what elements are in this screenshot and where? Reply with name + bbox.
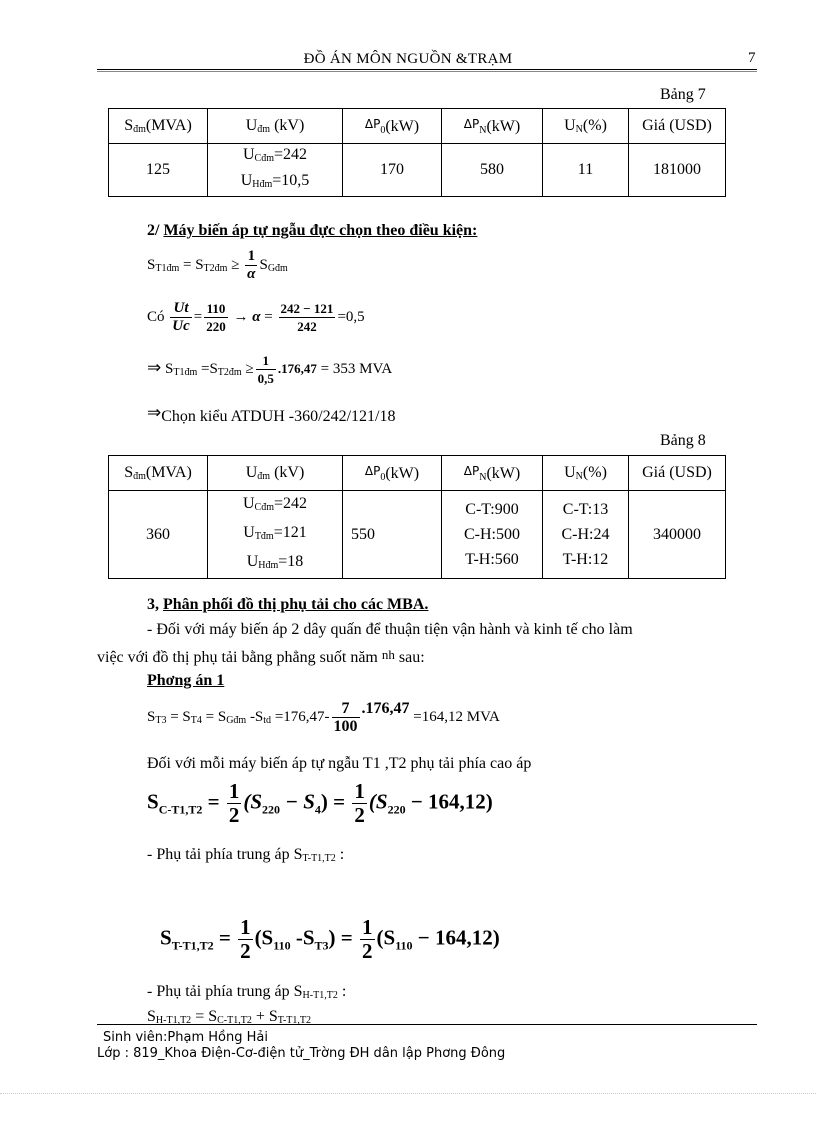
- table8: [108, 455, 726, 579]
- table7-header-row: [109, 109, 726, 144]
- table7-cell-pn: 580: [442, 144, 543, 197]
- table7-header-price: Giá (USD): [629, 109, 726, 144]
- table7-cell-s: 125: [109, 144, 208, 197]
- table8-cell-pn: C-T:900 C-H:500 T-H:560: [442, 491, 543, 579]
- section3-title: 3, Phân phối đồ thị phụ tải cho các MBA.: [147, 596, 429, 613]
- table7: [108, 108, 726, 197]
- table8-cell-price: 340000: [629, 491, 726, 579]
- table7-header-pn: $\Delta P_N(kW)$: [442, 109, 543, 144]
- footer-rule: [97, 1024, 757, 1025]
- para-line-2: việc với đồ thị phụ tải bằng phẳng suốt năm nh sau:: [97, 647, 425, 666]
- equation-s-t1-result: ⇒ $S_{T1đm} =S_{T2đm}$ ≥ $\frac{1}{0,5}$ .176,47 = 353 MVA: [147, 353, 393, 386]
- equation-s-h: $S_{H-T1,T2} = S_{C-T1,T2} + S_{T-T1,T2}$: [147, 1008, 311, 1026]
- table7-header-p0: $\Delta P_0(kW)$: [343, 109, 442, 144]
- table7-caption: Bảng 7: [660, 86, 706, 103]
- equation-alpha: Có $\frac{Ut}{Uc}$ = $\frac{110}{220}$ → α = $\frac{242 - 121}{242}$ =0,5: [147, 300, 365, 334]
- table7-cell-un: 11: [543, 144, 629, 197]
- auto-transformer-line: Đối với mỗi máy biến áp tự ngẫu T1 ,T2 phụ tải phía cao áp: [147, 755, 532, 772]
- table-row: [109, 491, 726, 579]
- table7-header-un: $U_N(\%)$: [543, 109, 629, 144]
- table8-header-p0: $\Delta P_0(kW)$: [343, 456, 442, 491]
- table7-cell-u: $U_{Cđm}=242$ $U_{Hđm}=10,5$: [208, 144, 343, 197]
- table8-header-s: $S_{đm}(MVA)$: [109, 456, 208, 491]
- table7-cell-price: 181000: [629, 144, 726, 197]
- table8-cell-s: 360: [109, 491, 208, 579]
- table8-header-pn: $\Delta P_N(kW)$: [442, 456, 543, 491]
- mid-load-line: - Phụ tải phía trung áp $S_{T-T1,T2}$ :: [147, 846, 345, 864]
- page-bottom-divider: [0, 1093, 816, 1094]
- table7-header-s: $S_{đm}(MVA)$: [109, 109, 208, 144]
- table8-cell-un: C-T:13 C-H:24 T-H:12: [543, 491, 629, 579]
- footer-class: Lớp : 819_Khoa Điện-Cơ-điện tử_Trờng ĐH dân lập Phơng Đông: [97, 1046, 506, 1061]
- table8-caption: Bảng 8: [660, 432, 706, 449]
- section2-title: 2/ Máy biến áp tự ngẫu đực chọn theo điều kiện:: [147, 222, 478, 239]
- table8-header-un: $U_N(\%)$: [543, 456, 629, 491]
- equation-s-t: $S_{T-T1,T2}$ = $\frac{1}{2}$ ($S_{110}$ $-S_{T3}$) = $\frac{1}{2}$ $(S_{110} - 164,12)$: [160, 915, 500, 963]
- table-row: [109, 144, 726, 197]
- para-line-1: - Đối với máy biến áp 2 dây quấn để thuận tiện vận hành và kinh tế cho làm: [147, 621, 633, 638]
- table8-header-price: Giá (USD): [629, 456, 726, 491]
- table8-cell-p0: 550: [343, 491, 442, 579]
- choose-type-line: ⇒Chọn kiểu ATDUH -360/242/121/18: [147, 403, 396, 425]
- equation-s-t3: $S_{T3} = S_{T4} = S_{Gđm}$ $-S_{td} =176,47-$ $\frac{7}{100}$ .176,47 =164,12 MVA: [147, 700, 500, 736]
- low-load-line: - Phụ tải phía trung áp $S_{H-T1,T2}$ :: [147, 983, 347, 1001]
- header-rule-secondary: [97, 71, 757, 72]
- table7-header-u: $U_{đm}$ (kV): [208, 109, 343, 144]
- equation-s-t1-ge: $S_{T1đm} = S_{T2đm}$ ≥ $\frac{1}{\alpha}$ $S_{Gđm}$: [147, 248, 288, 282]
- table8-header-u: $U_{đm}$ (kV): [208, 456, 343, 491]
- equation-s-c: $S_{C-T1,T2}$ = $\frac{1}{2}$ $(S_{220} - S_4)$ = $\frac{1}{2}$ $(S_{220} - 164,12)$: [147, 779, 493, 827]
- table8-cell-u: $U_{Cđm}=242$ $U_{Tđm}=121$ $U_{Hđm}=18$: [208, 491, 343, 579]
- page-number: 7: [748, 50, 756, 66]
- table8-header-row: [109, 456, 726, 491]
- header-title: ĐỒ ÁN MÔN NGUỒN &TRẠM: [303, 51, 513, 67]
- header-rule: [97, 69, 757, 70]
- plan-heading: Phơng án 1: [147, 672, 225, 689]
- footer-student: Sinh viên:Phạm Hồng Hải: [103, 1030, 268, 1045]
- table7-cell-p0: 170: [343, 144, 442, 197]
